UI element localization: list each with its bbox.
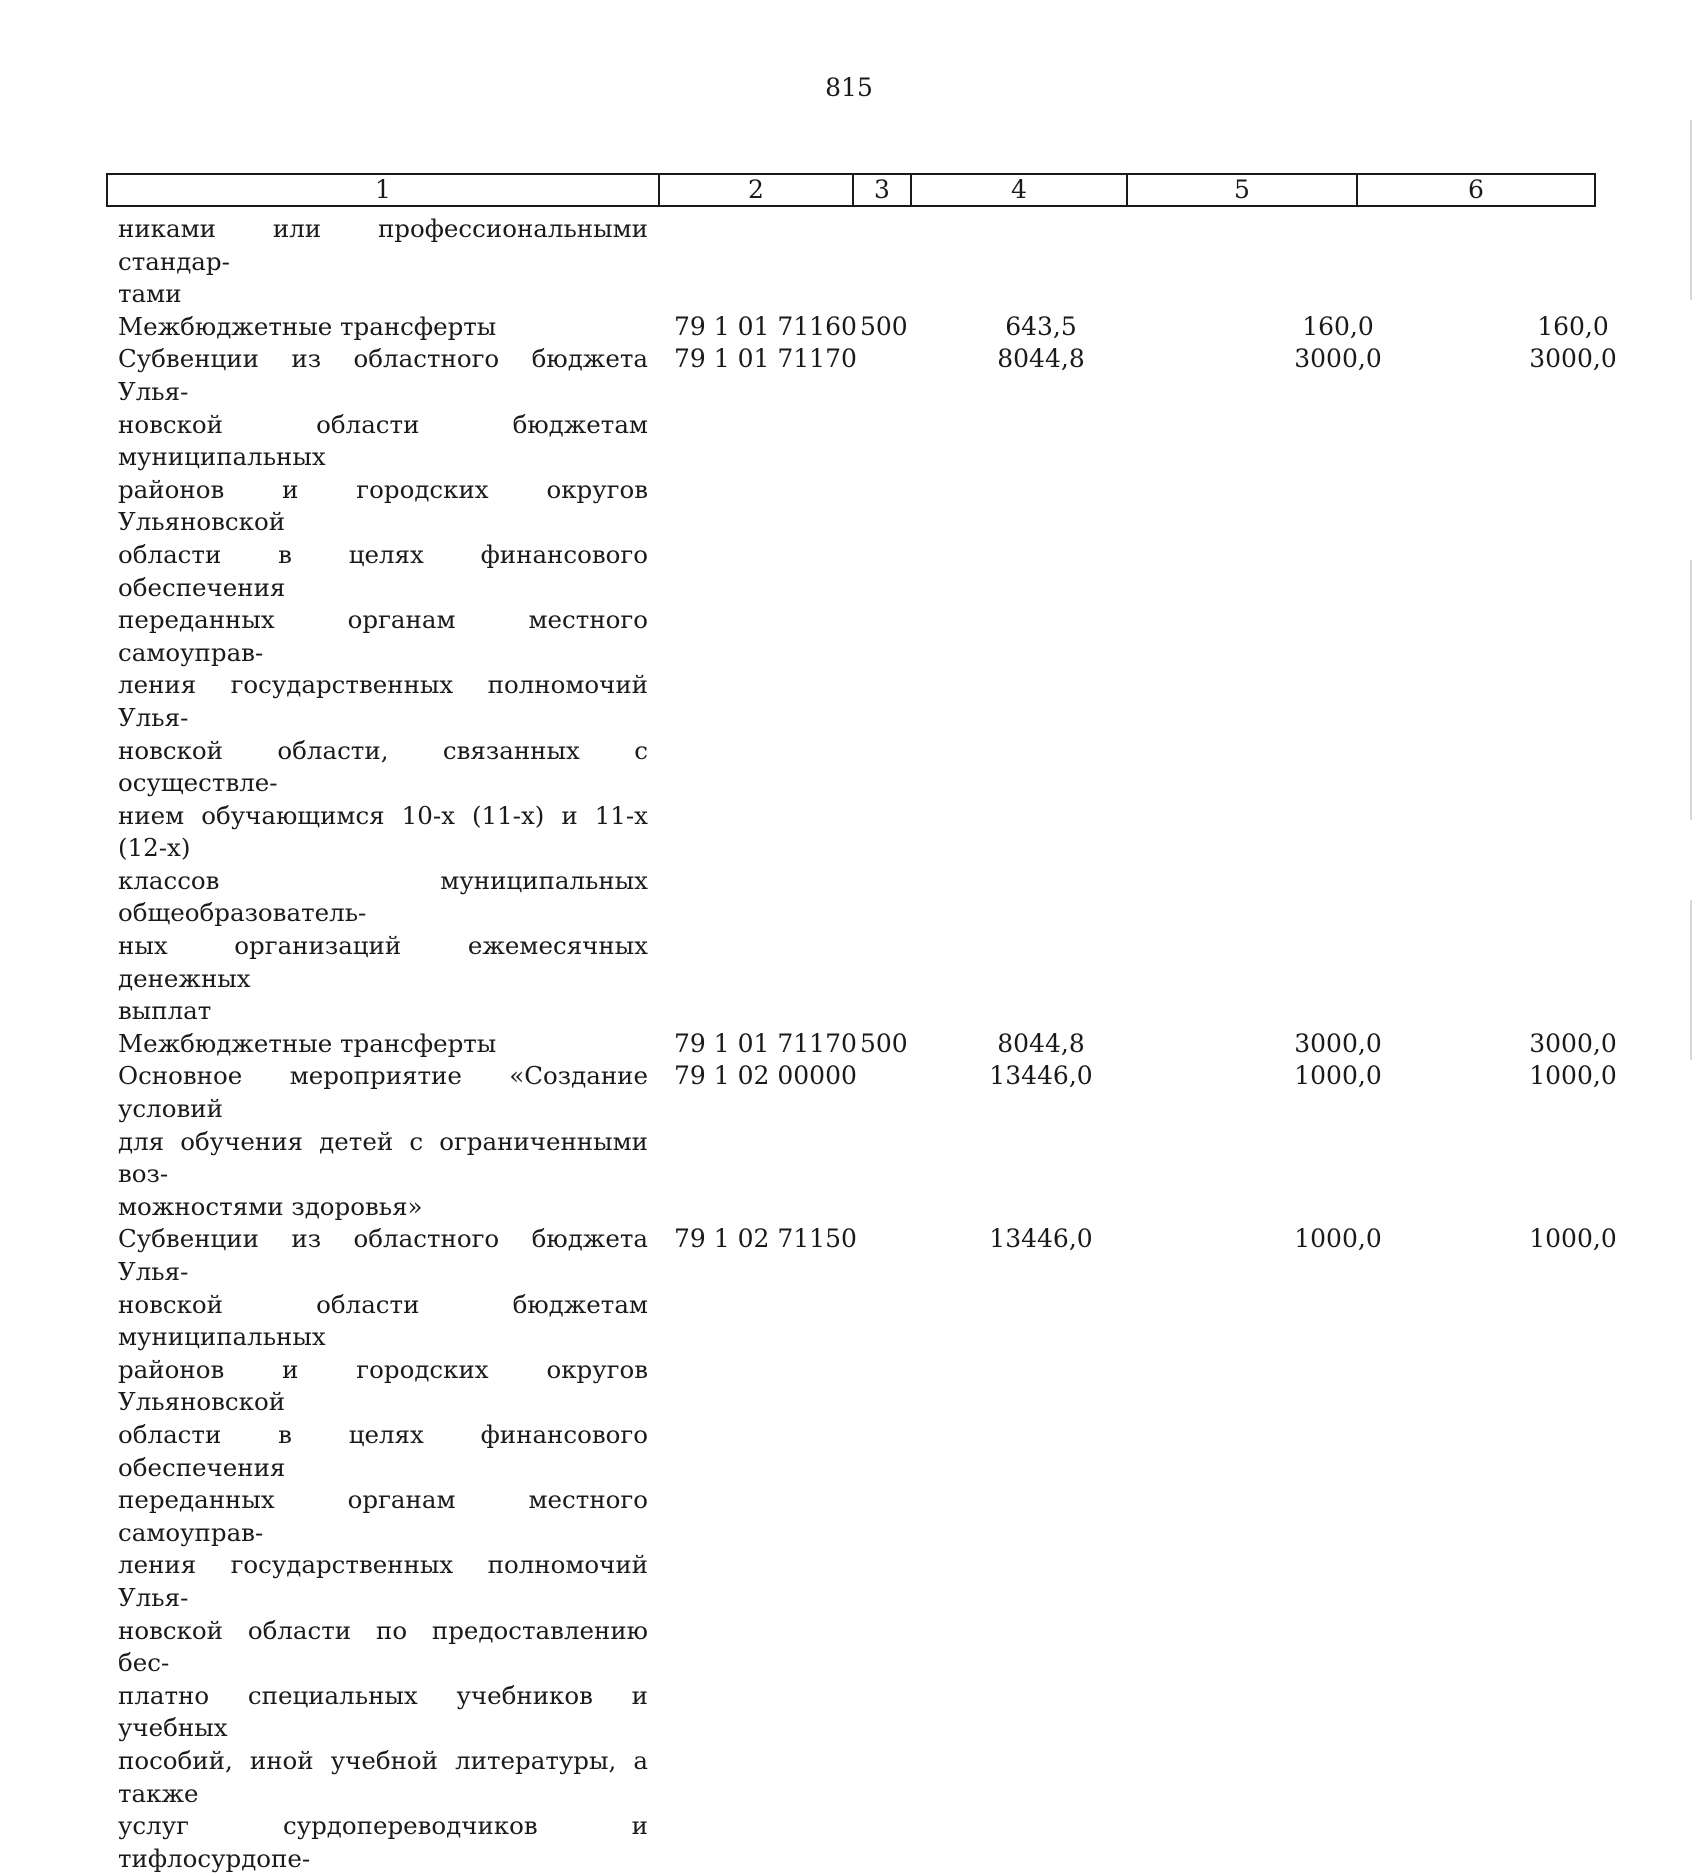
description-line: Субвенции из областного бюджета Улья- (118, 1224, 648, 1286)
scan-edge-mark (1690, 900, 1692, 1060)
row-value-col6: 3000,0 (1529, 1028, 1617, 1058)
header-col-2: 2 (659, 174, 853, 206)
row-code: 79 1 02 71150 (674, 1224, 857, 1254)
description-line: районов и городских округов Ульяновской (118, 474, 648, 537)
description-line: классов муниципальных общеобразователь- (118, 865, 648, 928)
row-code: 79 1 01 71160 (674, 311, 857, 341)
description-line: области в целях финансового обеспечения (118, 539, 648, 602)
row-code: 79 1 01 71170 (674, 344, 857, 374)
description-line: ных организаций ежемесячных денежных (118, 931, 648, 993)
description-line: переданных органам местного самоуправ- (118, 1485, 648, 1547)
table-row (118, 1028, 1617, 1061)
description-line: новской области, связанных с осуществле- (118, 735, 648, 798)
row-description (118, 1028, 648, 1061)
table-row (118, 343, 1617, 1027)
header-col-1: 1 (107, 174, 659, 206)
row-value-col6: 3000,0 (1529, 344, 1617, 374)
header-col-3: 3 (853, 174, 911, 206)
description-line: новской области по предоставлению бес- (118, 1615, 648, 1678)
description-line: для обучения детей с ограниченными воз- (118, 1126, 648, 1189)
description-line: платно специальных учебников и учебных (118, 1680, 648, 1743)
description-line: Межбюджетные трансферты (118, 311, 497, 341)
row-value-col4: 13446,0 (989, 1224, 1093, 1254)
row-description (118, 1060, 648, 1223)
row-value-col5: 1000,0 (1294, 1061, 1382, 1091)
description-line: никами или профессиональными стандар- (118, 214, 648, 276)
table-row (118, 1060, 1617, 1223)
description-line: тами (118, 279, 182, 309)
description-line: новской области бюджетам муниципальных (118, 1289, 648, 1352)
row-value-col5: 1000,0 (1294, 1224, 1382, 1254)
row-code: 79 1 01 71170 (674, 1028, 857, 1058)
row-value-col5: 3000,0 (1294, 1028, 1382, 1058)
row-value-col6: 1000,0 (1529, 1224, 1617, 1254)
column-number-header (106, 173, 1596, 207)
table-row (118, 1223, 1617, 1875)
description-line: районов и городских округов Ульяновской (118, 1354, 648, 1417)
description-line: выплат (118, 996, 212, 1026)
scan-edge-mark (1690, 560, 1692, 820)
description-line: переданных органам местного самоуправ- (118, 605, 648, 667)
description-line: Основное мероприятие «Создание условий (118, 1061, 648, 1124)
description-line: ления государственных полномочий Улья- (118, 670, 648, 732)
description-line: пособий, иной учебной литературы, а также (118, 1745, 648, 1808)
row-value-col5: 3000,0 (1294, 344, 1382, 374)
row-code: 79 1 02 00000 (674, 1061, 857, 1091)
header-row (107, 174, 1595, 206)
page-number: 815 (825, 73, 873, 102)
header-col-5: 5 (1127, 174, 1357, 206)
row-value-col4: 8044,8 (997, 344, 1085, 374)
row-expense-type: 500 (860, 1028, 908, 1058)
scan-edge-mark (1690, 120, 1692, 300)
row-description (118, 1223, 648, 1875)
row-value-col4: 643,5 (1005, 311, 1077, 341)
row-description (118, 343, 648, 1027)
row-value-col6: 1000,0 (1529, 1061, 1617, 1091)
description-line: нием обучающимся 10-х (11-х) и 11-х (12-х) (118, 800, 648, 863)
description-line: новской области бюджетам муниципальных (118, 409, 648, 472)
header-col-6: 6 (1357, 174, 1595, 206)
header-col-4: 4 (911, 174, 1127, 206)
budget-rows (118, 213, 1617, 1875)
row-value-col4: 13446,0 (989, 1061, 1093, 1091)
row-value-col6: 160,0 (1537, 311, 1609, 341)
table-row (118, 213, 1598, 311)
table-row (118, 311, 1609, 344)
description-line: ления государственных полномочий Улья- (118, 1550, 648, 1612)
description-line: можностями здоровья» (118, 1191, 423, 1221)
description-line: области в целях финансового обеспечения (118, 1419, 648, 1482)
description-line: Субвенции из областного бюджета Улья- (118, 344, 648, 406)
description-line: Межбюджетные трансферты (118, 1028, 497, 1058)
description-line: услуг сурдопереводчиков и тифлосурдопе- (118, 1811, 648, 1873)
row-value-col4: 8044,8 (997, 1028, 1085, 1058)
row-value-col5: 160,0 (1302, 311, 1374, 341)
row-description (118, 213, 648, 311)
row-description (118, 311, 648, 344)
row-expense-type: 500 (860, 311, 908, 341)
